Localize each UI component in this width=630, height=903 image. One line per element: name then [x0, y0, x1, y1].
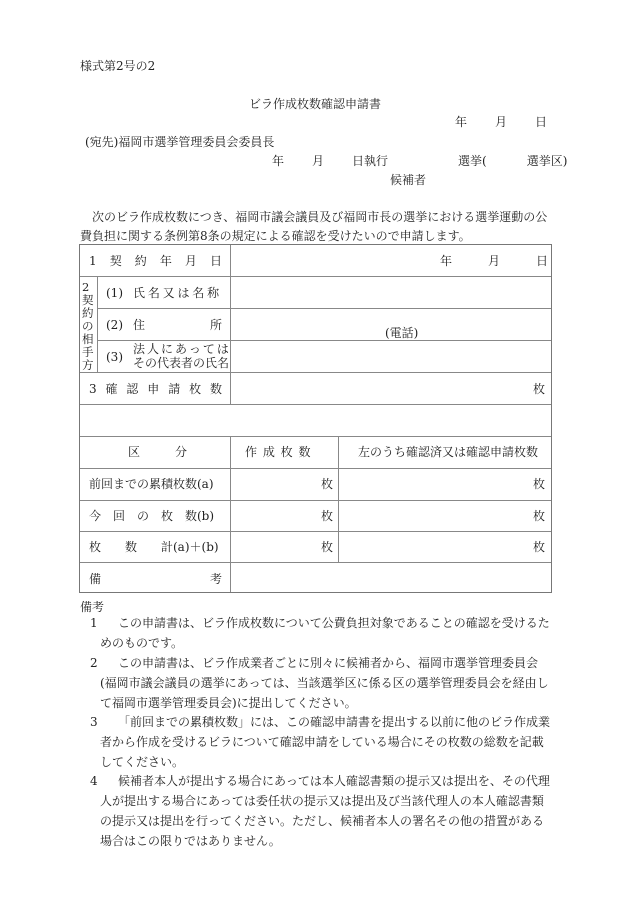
- notes-heading: 備考: [80, 600, 105, 614]
- address-row-num: (2): [106, 318, 123, 332]
- rep-row-num: (3): [106, 350, 123, 364]
- date-month: 月: [494, 115, 507, 129]
- previous-total-label: 前回までの累積枚数(a): [89, 477, 214, 491]
- total-count-label: 枚 数 計(a)＋(b): [89, 540, 219, 554]
- addressee: (宛先)福岡市選挙管理委員会委員長: [85, 135, 275, 149]
- election-type: 選挙(: [458, 154, 487, 168]
- note-2: 2 この申請書は、ビラ作成業者ごとに別々に候補者から、福岡市選挙管理委員会(福岡市議会議員の選挙にあっては、当該選挙区に係る区の選挙管理委員会を経由して福岡市選挙管理委員会)に提出してください。: [90, 656, 549, 710]
- date-year: 年: [454, 115, 467, 129]
- election-day-exec: 日執行: [352, 154, 389, 168]
- remarks-field[interactable]: [235, 567, 545, 589]
- phone-label: (電話): [385, 326, 419, 340]
- rep-row-label-1: 法人にあっては: [133, 342, 231, 356]
- current-created-unit[interactable]: 枚: [321, 509, 334, 523]
- remarks-label: 備 考: [89, 572, 222, 586]
- application-table: [79, 244, 552, 593]
- total-confirmed-unit[interactable]: 枚: [532, 540, 545, 554]
- note-4: 4 候補者本人が提出する場合にあっては本人確認書類の提示又は提出を、その代理人が提出する場合にあっては委任状の提示又は提出及び当該代理人の本人確認書類の提示又は提出を行ってください。ただし、候補者本人の署名その他の措置がある場合はこの限りではありません。: [90, 774, 550, 848]
- note-1: 1 この申請書は、ビラ作成枚数について公費負担対象であることの確認を受けるためのものです。: [90, 616, 550, 650]
- election-district: 選挙区): [526, 154, 568, 168]
- created-count-header: 作 成 枚 数: [245, 445, 311, 459]
- representative-field[interactable]: [235, 345, 545, 369]
- name-row-label: 氏 名 又 は 名 称: [133, 286, 220, 300]
- date-day: 日: [534, 115, 547, 129]
- contract-date-label: 1 契 約 年 月 日: [89, 254, 222, 268]
- previous-created-unit[interactable]: 枚: [321, 477, 334, 491]
- election-year: 年: [272, 154, 285, 168]
- address-row-label: 住 所: [133, 318, 222, 332]
- name-row-num: (1): [106, 286, 123, 300]
- election-month: 月: [312, 154, 325, 168]
- contract-date-value[interactable]: 年 月 日: [440, 254, 549, 268]
- request-count-unit: 枚: [532, 382, 545, 396]
- category-header-right: 分: [175, 445, 188, 459]
- candidate-label: 候補者: [390, 173, 427, 187]
- note-3: 3 「前回までの累積枚数」には、この確認申請書を提出する以前に他のビラ作成業者から作成を受けるビラについて確認申請をしている場合にその枚数の総数を記載してください。: [90, 715, 551, 769]
- document-title: ビラ作成枚数確認申請書: [248, 97, 381, 111]
- category-header-left: 区: [128, 445, 141, 459]
- name-field[interactable]: [235, 281, 545, 305]
- rep-row-label-2: その代表者の氏名: [133, 356, 230, 370]
- counterparty-section-label: 2 契 約 の 相 手 方: [82, 280, 94, 372]
- form-number: 様式第2号の2: [80, 59, 156, 73]
- election-line: [272, 154, 567, 168]
- request-count-label: 3 確 認 申 請 枚 数: [89, 382, 222, 396]
- current-confirmed-unit[interactable]: 枚: [532, 509, 545, 523]
- previous-confirmed-unit[interactable]: 枚: [532, 477, 545, 491]
- blank-row: [84, 409, 546, 433]
- current-count-label: 今 回 の 枚 数(b): [89, 509, 215, 523]
- application-date: [455, 115, 547, 129]
- total-created-unit[interactable]: 枚: [321, 540, 334, 554]
- confirmed-count-header: 左のうち確認済又は確認申請枚数: [358, 445, 539, 459]
- intro-paragraph: 次のビラ作成枚数につき、福岡市議会議員及び福岡市長の選挙における選挙運動の公費負担に関する条例第8条の規定による確認を受けたいので申請します。: [80, 210, 548, 243]
